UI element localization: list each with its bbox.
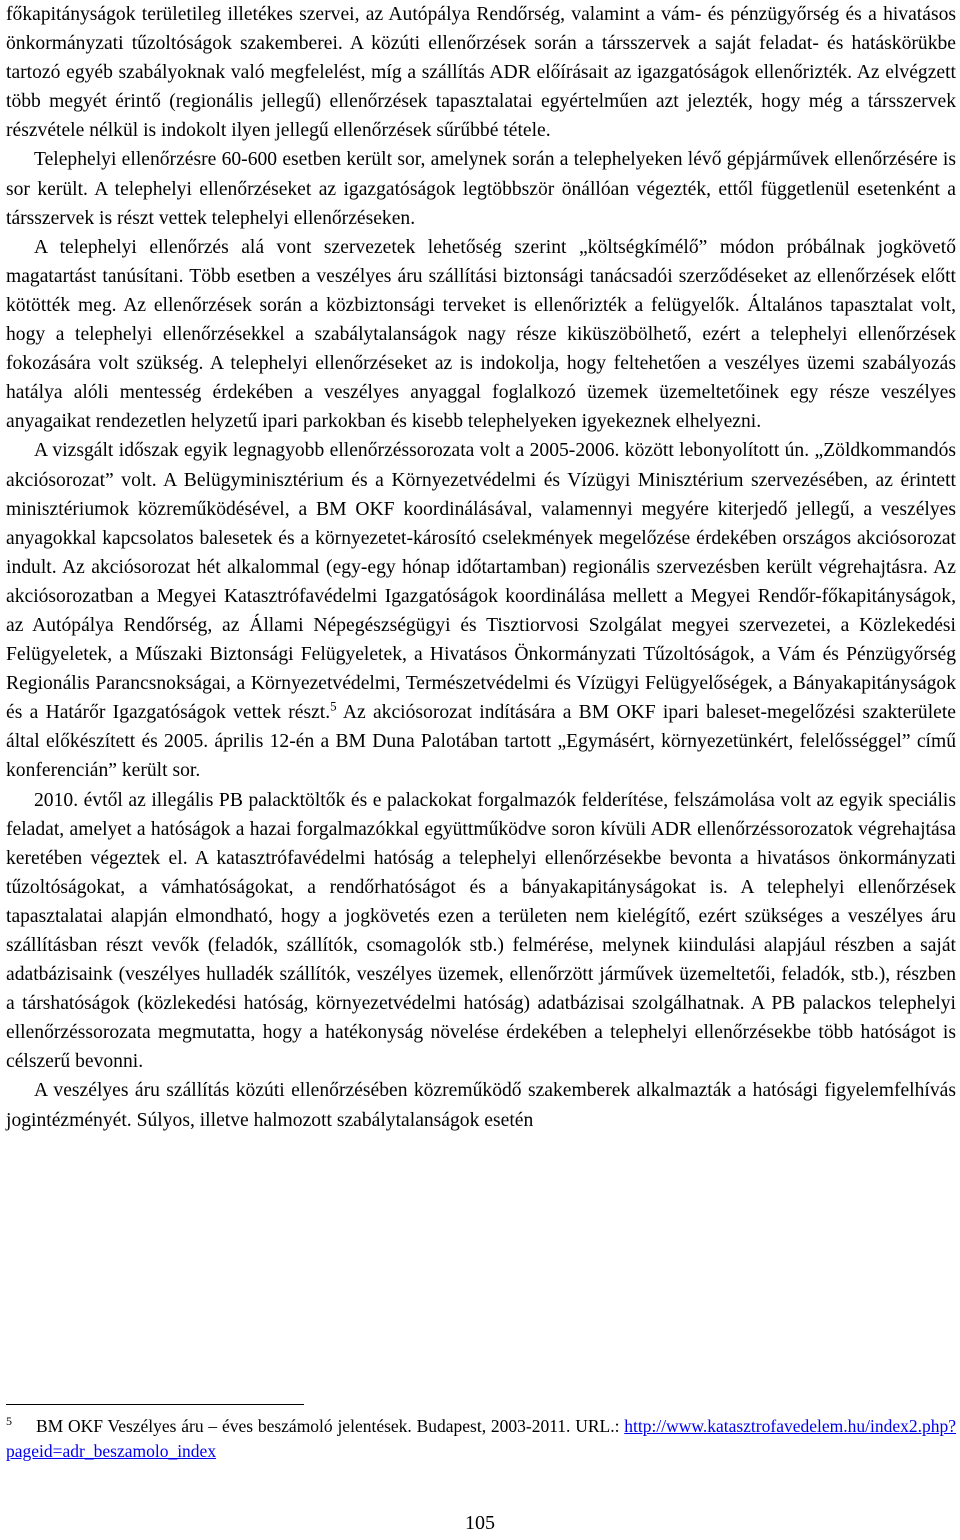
document-body xyxy=(6,0,956,1135)
footnote-reference[interactable]: 5 xyxy=(330,698,337,714)
paragraph-5 xyxy=(6,786,956,1077)
paragraph-2-text: Telephelyi ellenőrzésre 60-600 esetben került sor, amelynek során a telephelyeken lévő gépjárművek ellenőrzésére is sor került. A telephelyi ellenőrzéseket az igazgatóságok legtöbbször önállóan végezték, ettől függetlenül esetenként a társszervek is részt vettek telephelyi ellenőrzéseken. xyxy=(6,149,956,229)
paragraph-1-text: főkapitányságok területileg illetékes szervei, az Autópálya Rendőrség, valamint a vám- és pénzügyőrség és a hivatásos önkormányzati tűzoltóságok szakemberei. A közúti ellenőrzések során a társszervek a saját feladat- és hatáskörükbe tartozó egyéb szabályoknak való megfelelést, míg a szállítás ADR előírásait az igazgatóságok ellenőrizték. Az elvégzett több megyét érintő (regionális jellegű) ellenőrzések tapasztalatai egyértelműen azt jelezték, hogy még a társszervek részvétele nélkül is indokolt ilyen jellegű ellenőrzések sűrűbbé tétele. xyxy=(6,4,956,142)
paragraph-6-text: A veszélyes áru szállítás közúti ellenőrzésében közreműködő szakemberek alkalmazták a hatósági figyelemfelhívás jogintézményét. Súlyos, illetve halmozott szabálytalanságok esetén xyxy=(6,1080,956,1131)
paragraph-5-text: 2010. évtől az illegális PB palacktöltők és e palackokat forgalmazók felderítése, felszámolása volt az egyik speciális feladat, amelyet a hatóságok a hazai forgalmazókkal együttműködve soron kívüli ADR ellenőrzéssorozatok végrehajtása keretében végeztek el. A katasztrófavédelmi hatóság a telephelyi ellenőrzésekbe bevonta a hivatásos önkormányzati tűzoltóságokat, a vámhatóságokat, a rendőrhatóságot és a bányakapitányságokat is. A telephelyi ellenőrzések tapasztalatai alapján elmondható, hogy a jogkövetés ezen a területen nem kielégítő, ezért szükséges a veszélyes áru szállításban részt vevők (feladók, szállítók, csomagolók stb.) felmérése, melynek kiindulási alapjául részben a saját adatbázisaink (veszélyes hulladék szállítók, veszélyes üzemek, ellenőrzött járművek üzemeltetői, feladók, stb.), részben a társhatóságok (közlekedési hatóság, környezetvédelmi hatóság) adatbázisai szolgálhatnak. A PB palackos telephelyi ellenőrzéssorozata megmutatta, hogy a hatékonyság növelése érdekében a telephelyi ellenőrzésekbe több hatóságot is célszerű bevonni. xyxy=(6,789,956,1073)
footnote-separator xyxy=(6,1404,304,1405)
paragraph-4-text-after: Az akciósorozat indítására a BM OKF ipari baleset-megelőzési szakterülete által előkészített és 2005. április 12-én a BM Duna Palotában tartott „Egymásért, környezetünkért, felelősséggel” című konferencián” került sor. xyxy=(6,702,956,782)
paragraph-3 xyxy=(6,233,956,437)
paragraph-6 xyxy=(6,1076,956,1134)
page-number: 105 xyxy=(465,1512,495,1534)
footnote-number: 5 xyxy=(6,1414,12,1429)
footnote-link[interactable]: http://www.katasztrofavedelem.hu/index2.php?pageid=adr_beszamolo_index xyxy=(6,1416,957,1461)
paragraph-4-text: A vizsgált időszak egyik legnagyobb ellenőrzéssorozata volt a 2005-2006. között lebonyolított ún. „Zöldkommandós akciósorozat” volt. A Belügyminisztérium és a Környezetvédelmi és Vízügyi Minisztérium szervezésében, az érintett minisztériumok közreműködésével, a BM OKF koordinálásával, valamennyi megyére kiterjedő jellegű, a veszélyes anyagokkal kapcsolatos balesetek és a környezetet-károsító cselekmények megelőzése érdekében országos akciósorozat indult. Az akciósorozat hét alkalommal (egy-egy hónap időtartamban) regionális szervezésben került végrehajtásra. Az akciósorozatban a Megyei Katasztrófavédelmi Igazgatóságok koordinálása mellett a Megyei Rendőr-főkapitányságok, az Autópálya Rendőrség, az Állami Népegészségügyi és Tisztiorvosi Szolgálat megyei szervezetei, a Közlekedési Felügyeletek, a Műszaki Biztonsági Felügyeletek, a Hivatásos Önkormányzati Tűzoltóságok, a Vám és Pénzügyőrség Regionális Parancsnokságai, a Környezetvédelmi, Természetvédelmi és Vízügyi Felügyelőségek, a Bányakapitányságok és a Határőr Igazgatóságok vettek részt. xyxy=(6,440,956,724)
footnote xyxy=(6,1414,956,1464)
footnote-text: BM OKF Veszélyes áru – éves beszámoló jelentések. Budapest, 2003-2011. URL.: xyxy=(36,1416,620,1436)
paragraph-4 xyxy=(6,436,956,785)
paragraph-2 xyxy=(6,145,956,232)
paragraph-1 xyxy=(6,0,956,145)
paragraph-3-text: A telephelyi ellenőrzés alá vont szervezetek lehetőség szerint „költségkímélő” módon próbálnak jogkövető magatartást tanúsítani. Több esetben a veszélyes áru szállítási biztonsági tanácsadói szerződéseket az ellenőrzések előtt kötötték meg. Az ellenőrzések során a közbiztonsági terveket is ellenőrizték a felügyelők. Általános tapasztalat volt, hogy a telephelyi ellenőrzésekkel a szabálytalanságok nagy része kiküszöbölhető, ezért a telephelyi ellenőrzések fokozására volt szükség. A telephelyi ellenőrzéseket az is indokolja, hogy feltehetően a veszélyes üzemi szabályozás hatálya alóli mentesség érdekében a veszélyes anyaggal foglalkozó üzemek üzemeltetőinek egy része veszélyes anyagaikat rendezetlen helyzetű ipari parkokban és kisebb telephelyeken igyekeznek elhelyezni. xyxy=(6,236,956,433)
